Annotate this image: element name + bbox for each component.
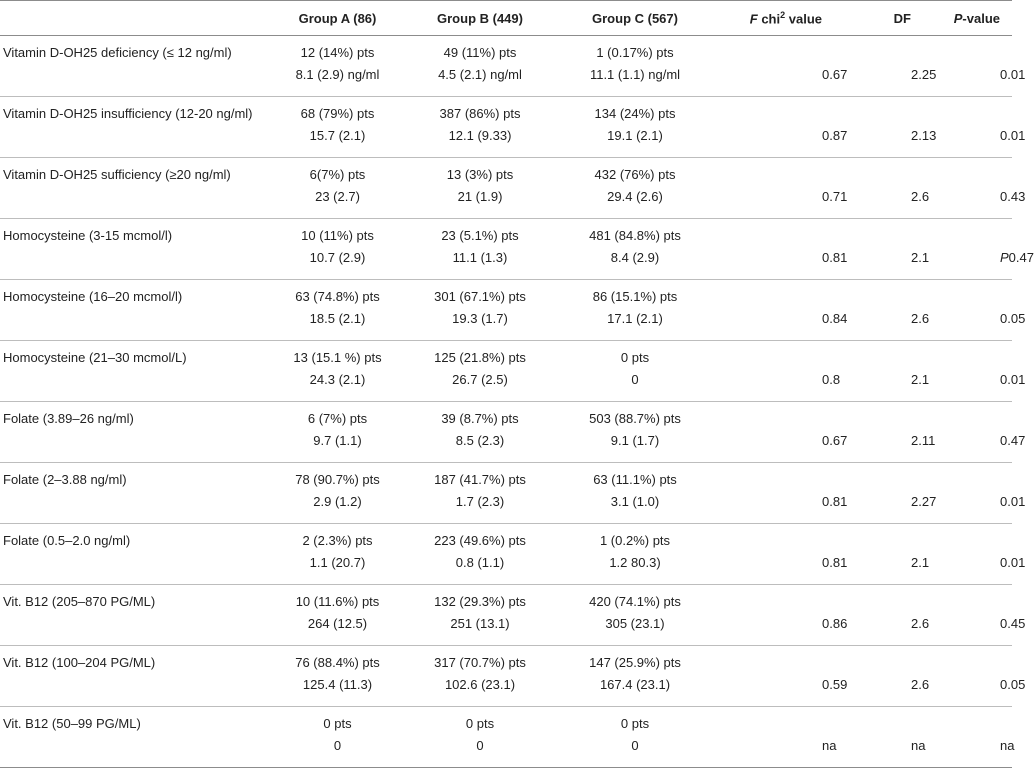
- group-b-value: 21 (1.9): [457, 189, 503, 204]
- table-row: [0, 219, 1034, 280]
- group-a-cell: [270, 585, 405, 645]
- p-value: [1000, 677, 1025, 692]
- table-row: [0, 36, 1026, 97]
- group-b-value: 1.7 (2.3): [455, 494, 505, 509]
- group-a-value: 0: [333, 738, 342, 753]
- df-value: 2.6: [911, 677, 930, 692]
- group-b-cell: [405, 524, 555, 584]
- group-a-value: 125.4 (11.3): [302, 677, 373, 692]
- f-value-cell: [715, 158, 848, 218]
- group-c-value: 1.2 80.3): [609, 555, 661, 570]
- df-value: na: [911, 738, 926, 753]
- df-cell: [830, 341, 930, 401]
- p-value-cell: [925, 707, 1015, 767]
- df-cell: [830, 402, 936, 462]
- df-value: 2.1: [911, 250, 930, 265]
- row-label-cell: [0, 341, 270, 401]
- group-c-value: 0: [631, 372, 639, 387]
- table-row: [0, 707, 1015, 768]
- table-row: [0, 341, 1026, 402]
- f-value: 0.71: [822, 189, 848, 204]
- df-value: 2.6: [911, 311, 930, 326]
- group-a-count: 10 (11%) pts: [301, 228, 374, 243]
- group-c-count: 147 (25.9%) pts: [589, 655, 681, 670]
- table-header: [0, 1, 1012, 36]
- f-value: 0.59: [822, 677, 848, 692]
- df-cell: [830, 158, 930, 218]
- group-c-cell: [555, 341, 715, 401]
- group-c-value: 11.1 (1.1) ng/ml: [589, 67, 681, 82]
- group-b-count: 125 (21.8%) pts: [434, 350, 526, 365]
- group-c-cell: [555, 585, 715, 645]
- group-c-value: 305 (23.1): [605, 616, 665, 631]
- group-a-cell: [270, 463, 405, 523]
- p-value: [1000, 433, 1025, 448]
- group-b-value: 11.1 (1.3): [452, 250, 508, 265]
- p-value-number: 0.47: [1000, 433, 1026, 448]
- p-value-cell: [925, 97, 1026, 157]
- group-a-cell: [270, 341, 405, 401]
- group-c-value: 3.1 (1.0): [610, 494, 660, 509]
- row-label-cell: [0, 402, 270, 462]
- df-value: 2.13: [911, 128, 937, 143]
- f-value-cell: [715, 707, 837, 767]
- group-a-count: 76 (88.4%) pts: [295, 655, 380, 670]
- group-b-value: 19.3 (1.7): [452, 311, 508, 326]
- row-label: Vitamin D-OH25 deficiency (≤ 12 ng/ml): [3, 45, 232, 60]
- row-label: Vit. B12 (205–870 PG/ML): [3, 594, 156, 609]
- header-p-italic: P: [953, 10, 963, 26]
- table-body: [0, 36, 1034, 768]
- group-b-value: 102.6 (23.1): [444, 677, 516, 692]
- group-a-value: 264 (12.5): [307, 616, 368, 631]
- p-value: [1000, 67, 1025, 82]
- group-c-count: 86 (15.1%) pts: [592, 289, 678, 304]
- table-row: [0, 280, 1026, 341]
- f-value: 0.87: [822, 128, 848, 143]
- df-cell: [830, 585, 930, 645]
- df-cell: [830, 280, 930, 340]
- p-value-number: 0.45: [1000, 616, 1026, 631]
- row-label-cell: [0, 36, 270, 96]
- group-a-value: 10.7 (2.9): [309, 250, 366, 265]
- group-b-cell: [405, 646, 555, 706]
- row-label: Homocysteine (3-15 mcmol/l): [3, 228, 173, 243]
- group-a-cell: [270, 707, 405, 767]
- group-a-cell: [270, 36, 405, 96]
- f-value-cell: [715, 463, 848, 523]
- p-value: [1000, 189, 1025, 204]
- p-value-cell: [925, 219, 1034, 279]
- p-value-number: na: [1000, 738, 1015, 753]
- group-c-count: 0 pts: [620, 716, 650, 731]
- group-a-cell: [270, 280, 405, 340]
- group-b-count: 187 (41.7%) pts: [434, 472, 526, 487]
- p-value-cell: [925, 463, 1026, 523]
- group-c-cell: [555, 402, 715, 462]
- group-a-cell: [270, 219, 405, 279]
- df-value: 2.27: [911, 494, 937, 509]
- group-b-count: 317 (70.7%) pts: [434, 655, 526, 670]
- row-label-cell: [0, 463, 270, 523]
- group-a-cell: [270, 402, 405, 462]
- p-value-cell: [925, 341, 1026, 401]
- group-a-count: 6(7%) pts: [309, 167, 366, 182]
- group-c-value: 8.4 (2.9): [610, 250, 660, 265]
- table-row: [0, 524, 1026, 585]
- p-value: [1000, 616, 1025, 631]
- p-value-number: 0.01: [1000, 67, 1026, 82]
- group-b-count: 13 (3%) pts: [446, 167, 514, 182]
- group-c-value: 19.1 (2.1): [607, 128, 663, 143]
- row-label: Vitamin D-OH25 sufficiency (≥20 ng/ml): [3, 167, 231, 182]
- group-b-cell: [405, 341, 555, 401]
- row-label-cell: [0, 219, 270, 279]
- p-value-number: 0.01: [1000, 555, 1026, 570]
- group-b-count: 132 (29.3%) pts: [434, 594, 526, 609]
- df-cell: [830, 707, 925, 767]
- table-row: [0, 646, 1026, 707]
- group-a-value: 2.9 (1.2): [313, 494, 362, 509]
- group-c-value: 29.4 (2.6): [607, 189, 663, 204]
- row-label-cell: [0, 646, 270, 706]
- group-b-cell: [405, 158, 555, 218]
- row-label-cell: [0, 585, 270, 645]
- df-cell: [830, 524, 930, 584]
- df-cell: [830, 219, 930, 279]
- df-cell: [830, 97, 937, 157]
- f-value: 0.81: [822, 555, 848, 570]
- p-value-cell: [925, 402, 1026, 462]
- p-value-number: 0.05: [1000, 311, 1026, 326]
- group-c-value: 17.1 (2.1): [607, 311, 663, 326]
- group-b-value: 26.7 (2.5): [452, 372, 508, 387]
- df-value: 2.11: [911, 433, 936, 448]
- header-group-b: Group B (449): [437, 10, 523, 26]
- group-a-cell: [270, 158, 405, 218]
- table-row: [0, 463, 1026, 524]
- p-value: [1000, 494, 1025, 509]
- group-c-count: 432 (76%) pts: [594, 167, 676, 182]
- group-a-value: 15.7 (2.1): [309, 128, 366, 143]
- group-c-count: 503 (88.7%) pts: [589, 411, 681, 426]
- header-f-tail: value: [785, 11, 822, 27]
- p-value-cell: [925, 585, 1026, 645]
- group-a-count: 0 pts: [323, 716, 352, 731]
- header-p-value: [925, 11, 1012, 26]
- df-value: 2.6: [911, 616, 930, 631]
- group-a-count: 2 (2.3%) pts: [302, 533, 373, 548]
- p-value: [1000, 250, 1034, 265]
- group-c-cell: [555, 36, 715, 96]
- row-label-cell: [0, 97, 270, 157]
- group-b-cell: [405, 463, 555, 523]
- p-value: [1000, 372, 1025, 387]
- row-label: Vit. B12 (100–204 PG/ML): [3, 655, 156, 670]
- table-row: [0, 97, 1026, 158]
- p-value-cell: [925, 158, 1026, 218]
- f-value-cell: [715, 646, 848, 706]
- group-c-count: 134 (24%) pts: [594, 106, 676, 121]
- p-value: [1000, 555, 1025, 570]
- group-b-value: 8.5 (2.3): [455, 433, 505, 448]
- header-group-a: Group A (86): [298, 10, 377, 26]
- group-a-count: 10 (11.6%) pts: [295, 594, 380, 609]
- p-value: [1000, 738, 1014, 753]
- group-a-value: 23 (2.7): [315, 189, 360, 204]
- group-c-count: 0 pts: [620, 350, 650, 365]
- group-c-cell: [555, 158, 715, 218]
- group-c-count: 63 (11.1%) pts: [593, 472, 677, 487]
- group-a-count: 68 (79%) pts: [300, 106, 375, 121]
- p-value-number: 0.05: [1000, 677, 1026, 692]
- group-c-count: 420 (74.1%) pts: [589, 594, 681, 609]
- df-value: 2.1: [911, 555, 930, 570]
- group-a-value: 9.7 (1.1): [313, 433, 362, 448]
- group-b-count: 23 (5.1%) pts: [441, 228, 519, 243]
- f-value: 0.84: [822, 311, 848, 326]
- p-value-cell: [925, 280, 1026, 340]
- group-c-cell: [555, 524, 715, 584]
- header-group-c: Group C (567): [592, 10, 678, 26]
- f-value-cell: [715, 219, 848, 279]
- f-value: 0.86: [822, 616, 848, 631]
- group-c-count: 481 (84.8%) pts: [589, 228, 681, 243]
- f-value-cell: [715, 524, 848, 584]
- group-a-cell: [270, 97, 405, 157]
- group-b-cell: [405, 36, 555, 96]
- group-c-cell: [555, 280, 715, 340]
- row-label-cell: [0, 158, 270, 218]
- f-value: na: [822, 738, 837, 753]
- header-f-italic: F: [749, 11, 758, 27]
- p-value-number: 0.01: [1000, 128, 1026, 143]
- group-b-value: 0.8 (1.1): [455, 555, 505, 570]
- p-value-number: 0.01: [1000, 494, 1026, 509]
- p-value-cell: [925, 524, 1026, 584]
- group-c-value: 9.1 (1.7): [610, 433, 660, 448]
- f-value-cell: [715, 585, 848, 645]
- group-a-value: 1.1 (20.7): [309, 555, 366, 570]
- group-b-cell: [405, 280, 555, 340]
- row-label: Folate (0.5–2.0 ng/ml): [3, 533, 131, 548]
- f-value-cell: [715, 280, 848, 340]
- p-value: [1000, 128, 1025, 143]
- f-value: 0.8: [822, 372, 841, 387]
- row-label: Folate (2–3.88 ng/ml): [3, 472, 127, 487]
- group-b-cell: [405, 707, 555, 767]
- f-value: 0.67: [822, 433, 848, 448]
- group-b-value: 0: [476, 738, 484, 753]
- group-b-count: 39 (8.7%) pts: [441, 411, 519, 426]
- group-b-cell: [405, 402, 555, 462]
- group-c-cell: [555, 219, 715, 279]
- row-label-cell: [0, 707, 270, 767]
- group-a-cell: [270, 646, 405, 706]
- group-c-count: 1 (0.2%) pts: [599, 533, 671, 548]
- group-b-count: 223 (49.6%) pts: [434, 533, 526, 548]
- f-value-cell: [715, 341, 841, 401]
- group-b-count: 0 pts: [465, 716, 495, 731]
- df-cell: [830, 646, 930, 706]
- row-label: Vitamin D-OH25 insufficiency (12-20 ng/ml): [3, 106, 253, 121]
- group-c-cell: [555, 97, 715, 157]
- group-c-count: 1 (0.17%) pts: [596, 45, 674, 60]
- group-a-count: 78 (90.7%) pts: [295, 472, 380, 487]
- row-label: Homocysteine (21–30 mcmol/L): [3, 350, 187, 365]
- group-b-cell: [405, 585, 555, 645]
- p-value: [1000, 311, 1025, 326]
- row-label: Folate (3.89–26 ng/ml): [3, 411, 134, 426]
- group-c-cell: [555, 707, 715, 767]
- f-value: 0.81: [822, 494, 848, 509]
- p-value-number: 0.43: [1000, 189, 1026, 204]
- group-c-value: 167.4 (23.1): [599, 677, 671, 692]
- p-value-number: 0.01: [1000, 372, 1026, 387]
- df-value: 2.25: [911, 67, 937, 82]
- group-c-cell: [555, 646, 715, 706]
- group-a-value: 18.5 (2.1): [309, 311, 366, 326]
- group-c-value: 0: [631, 738, 639, 753]
- p-value-cell: [925, 646, 1026, 706]
- row-label-cell: [0, 524, 270, 584]
- f-value-cell: [715, 402, 848, 462]
- row-label-cell: [0, 280, 270, 340]
- p-value-number: 0.47: [1008, 250, 1034, 265]
- df-cell: [830, 36, 937, 96]
- row-label: Homocysteine (16–20 mcmol/l): [3, 289, 183, 304]
- group-b-value: 251 (13.1): [450, 616, 510, 631]
- group-b-cell: [405, 219, 555, 279]
- f-value: 0.81: [822, 250, 848, 265]
- group-a-cell: [270, 524, 405, 584]
- group-c-cell: [555, 463, 715, 523]
- df-cell: [830, 463, 937, 523]
- header-p-tail: -value: [962, 10, 1000, 26]
- df-value: 2.6: [911, 189, 930, 204]
- table-row: [0, 585, 1026, 646]
- f-value-cell: [715, 97, 848, 157]
- header-f-text: chi: [757, 11, 781, 27]
- group-a-value: 8.1 (2.9) ng/ml: [295, 67, 380, 82]
- group-b-value: 4.5 (2.1) ng/ml: [438, 67, 522, 82]
- header-f-chi2-value: [715, 10, 830, 26]
- group-b-count: 387 (86%) pts: [439, 106, 521, 121]
- group-a-count: 13 (15.1 %) pts: [293, 350, 382, 365]
- group-a-count: 6 (7%) pts: [307, 411, 368, 426]
- header-f-sup: 2: [780, 9, 786, 20]
- group-a-count: 63 (74.8%) pts: [295, 289, 380, 304]
- p-value-italic: P: [1000, 250, 1009, 265]
- group-a-value: 24.3 (2.1): [309, 372, 366, 387]
- group-b-count: 301 (67.1%) pts: [434, 289, 526, 304]
- table-row: [0, 402, 1026, 463]
- p-value-cell: [925, 36, 1026, 96]
- f-value-cell: [715, 36, 848, 96]
- group-b-count: 49 (11%) pts: [443, 45, 517, 60]
- group-b-cell: [405, 97, 555, 157]
- df-value: 2.1: [911, 372, 930, 387]
- header-df: DF: [893, 10, 911, 26]
- group-a-count: 12 (14%) pts: [300, 45, 375, 60]
- table-row: [0, 158, 1026, 219]
- row-label: Vit. B12 (50–99 PG/ML): [3, 716, 141, 731]
- f-value: 0.67: [822, 67, 848, 82]
- group-b-value: 12.1 (9.33): [448, 128, 512, 143]
